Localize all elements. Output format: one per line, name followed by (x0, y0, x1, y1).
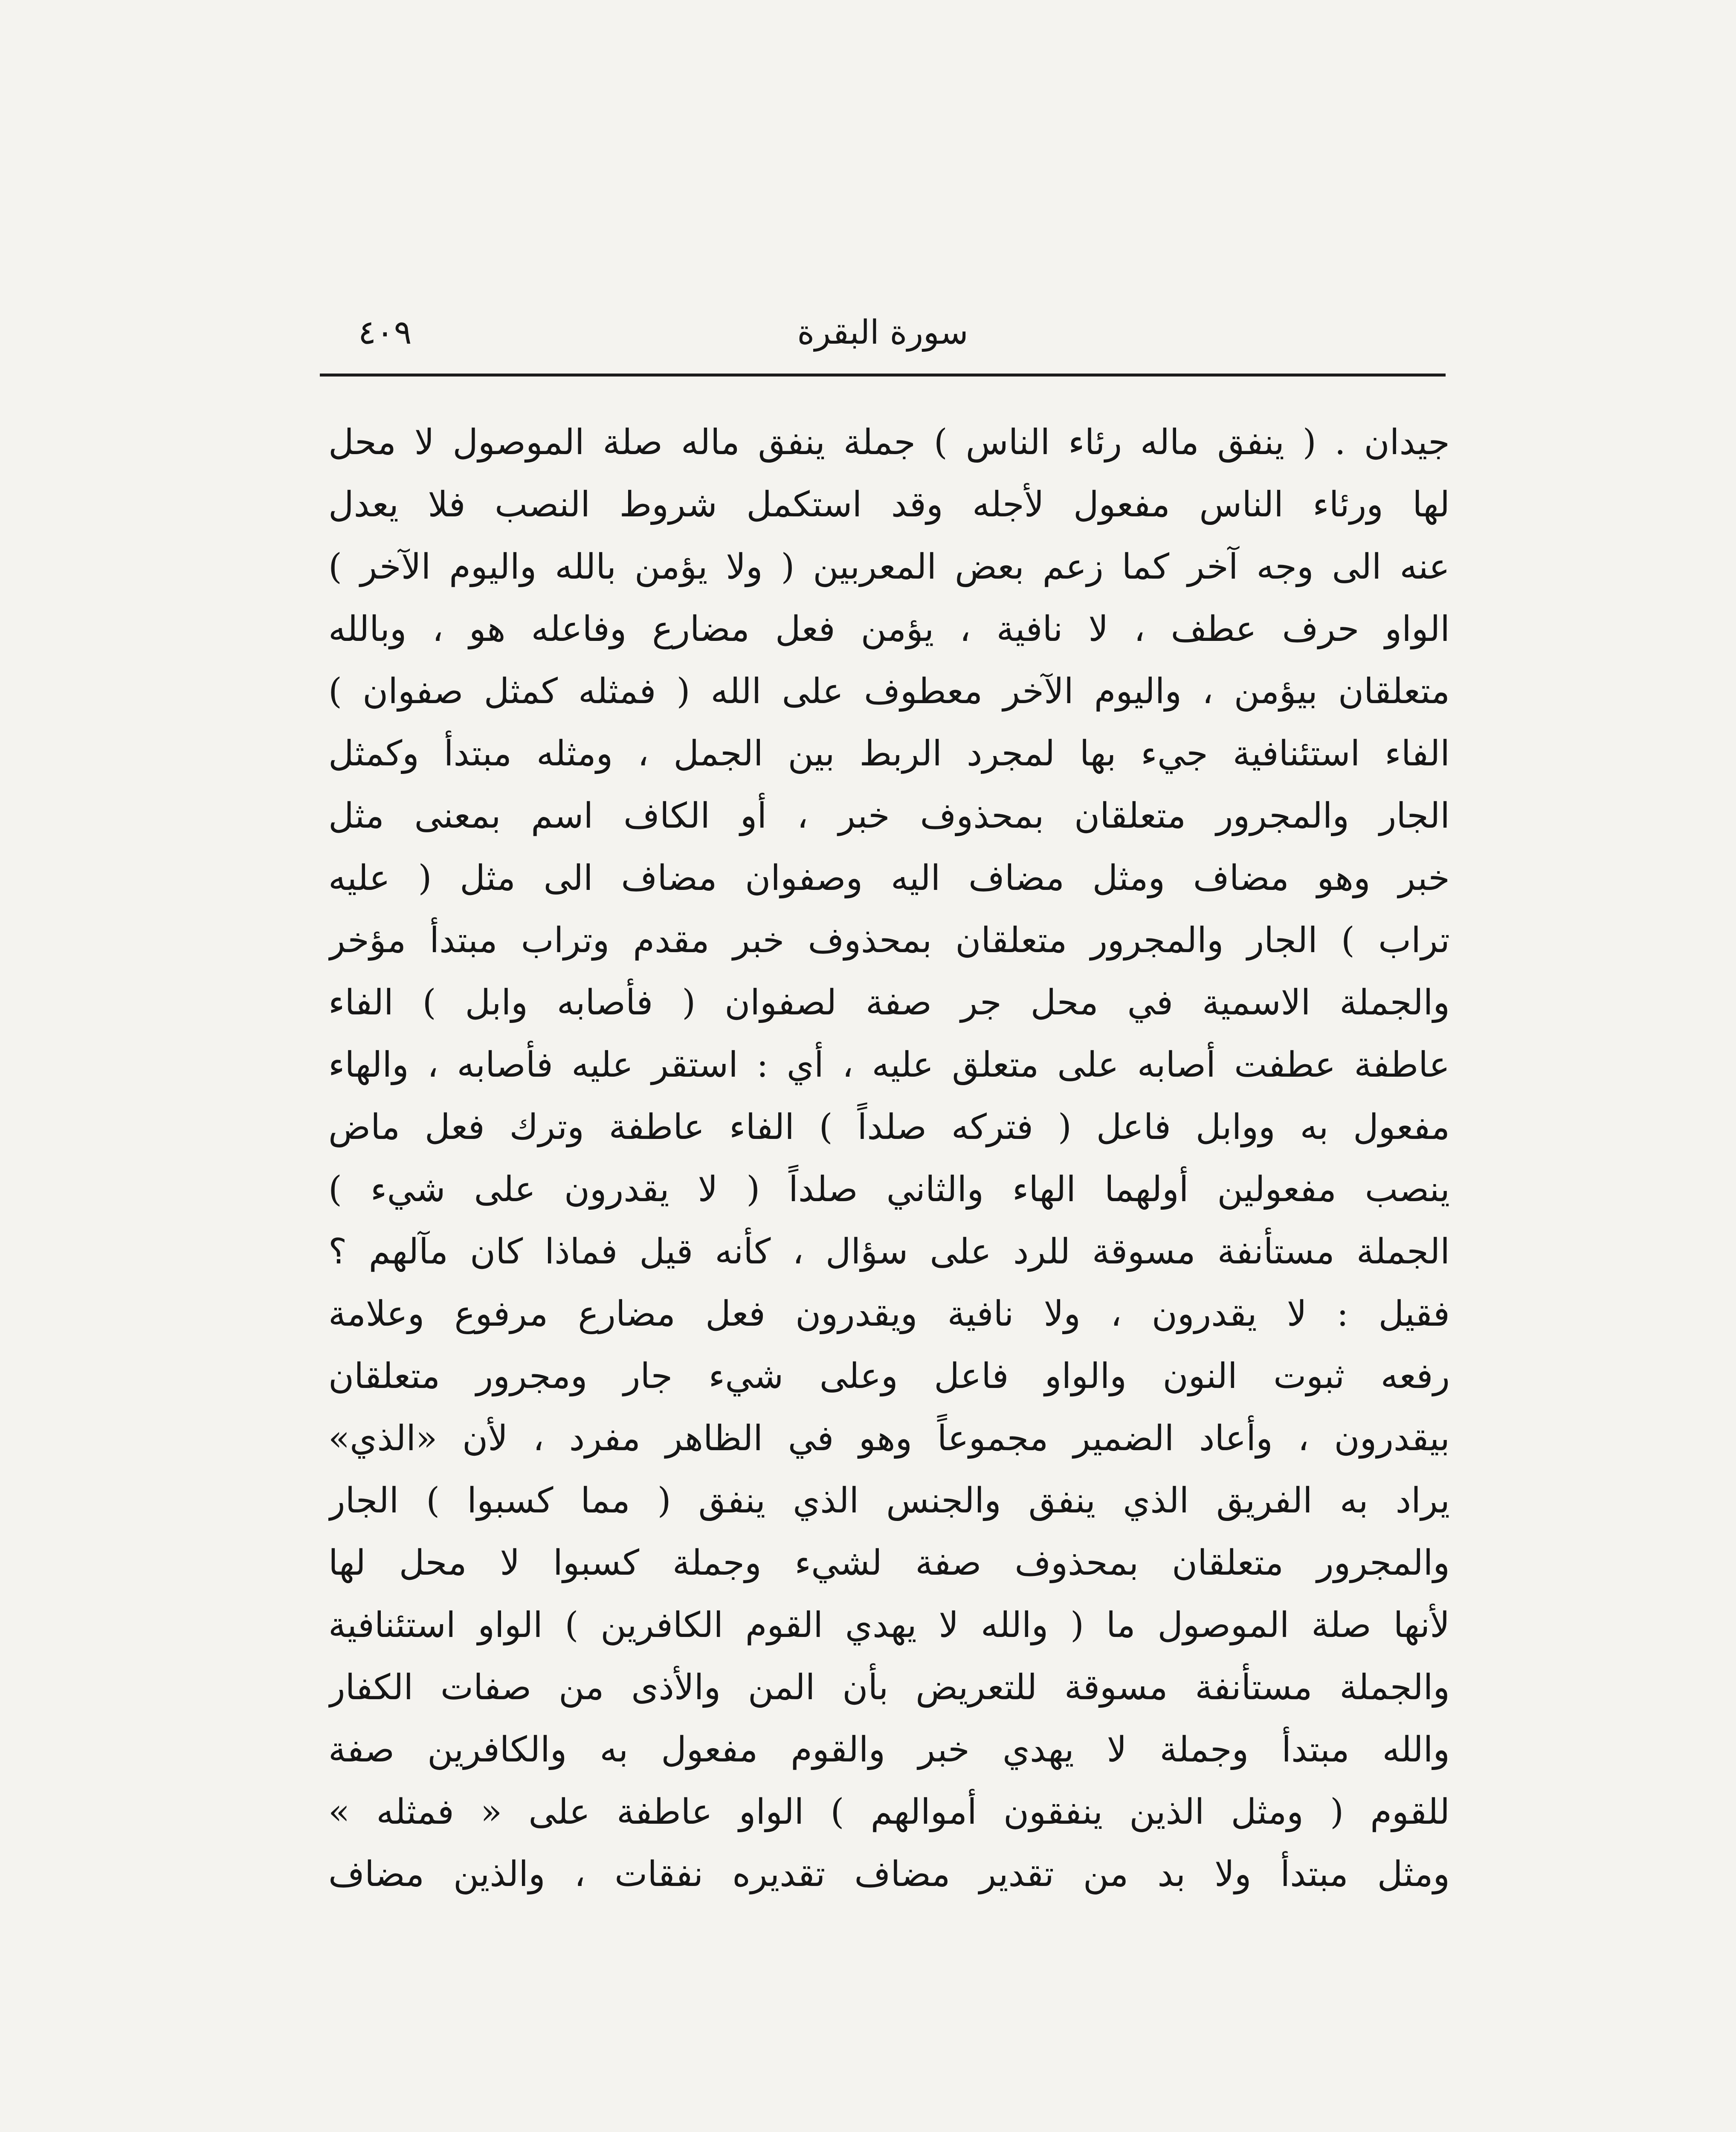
text-line: فقيل : لا يقدرون ، ولا نافية ويقدرون فعل مضارع مرفوع وعلامة (328, 1294, 1450, 1334)
text-line: والمجرور متعلقان بمحذوف صفة لشيء وجملة كسبوا لا محل لها (328, 1543, 1450, 1583)
text-line: والجملة الاسمية في محل جر صفة لصفوان ( فأصابه وابل ) الفاء (328, 982, 1450, 1023)
text-line: الجار والمجرور متعلقان بمحذوف خبر ، أو الكاف اسم بمعنى مثل (328, 796, 1450, 836)
text-line: رفعه ثبوت النون والواو فاعل وعلى شيء جار ومجرور متعلقان (328, 1356, 1450, 1396)
surah-title: سورة البقرة (797, 313, 968, 352)
text-line: لأنها صلة الموصول ما ( والله لا يهدي القوم الكافرين ) الواو استئنافية (328, 1605, 1450, 1645)
text-line: يراد به الفريق الذي ينفق والجنس الذي ينفق ( مما كسبوا ) الجار (328, 1480, 1450, 1521)
text-line: ومثل مبتدأ ولا بد من تقدير مضاف تقديره نفقات ، والذين مضاف (328, 1854, 1450, 1894)
text-line: مفعول به ووابل فاعل ( فتركه صلداً ) الفاء عاطفة وترك فعل ماض (328, 1107, 1450, 1147)
text-line: والجملة مستأنفة مسوقة للتعريض بأن المن والأذى من صفات الكفار (328, 1667, 1450, 1708)
text-line: للقوم ( ومثل الذين ينفقون أموالهم ) الواو عاطفة على « فمثله » (328, 1792, 1450, 1832)
page-header (320, 298, 1446, 375)
body-text (328, 411, 1450, 1906)
text-line: بيقدرون ، وأعاد الضمير مجموعاً وهو في الظاهر مفرد ، لأن «الذي» (328, 1418, 1450, 1459)
text-line: ينصب مفعولين أولهما الهاء والثاني صلداً ( لا يقدرون على شيء ) (328, 1169, 1450, 1210)
text-line: عاطفة عطفت أصابه على متعلق عليه ، أي : استقر عليه فأصابه ، والهاء (328, 1045, 1450, 1085)
text-line: عنه الى وجه آخر كما زعم بعض المعربين ( ولا يؤمن بالله واليوم الآخر ) (328, 547, 1450, 587)
text-line: الفاء استئنافية جيء بها لمجرد الربط بين الجمل ، ومثله مبتدأ وكمثل (328, 733, 1450, 774)
text-line: جيدان . ( ينفق ماله رئاء الناس ) جملة ينفق ماله صلة الموصول لا محل (328, 422, 1450, 463)
text-line: متعلقان بيؤمن ، واليوم الآخر معطوف على الله ( فمثله كمثل صفوان ) (328, 671, 1450, 712)
page-number: ٤٠٩ (358, 313, 412, 352)
text-line: تراب ) الجار والمجرور متعلقان بمحذوف خبر مقدم وتراب مبتدأ مؤخر (328, 920, 1450, 961)
header-divider (320, 374, 1446, 377)
text-line: الجملة مستأنفة مسوقة للرد على سؤال ، كأنه قيل فماذا كان مآلهم ؟ (328, 1231, 1450, 1272)
text-line: والله مبتدأ وجملة لا يهدي خبر والقوم مفعول به والكافرين صفة (328, 1729, 1450, 1770)
text-line: خبر وهو مضاف ومثل مضاف اليه وصفوان مضاف الى مثل ( عليه (328, 858, 1450, 898)
text-line: الواو حرف عطف ، لا نافية ، يؤمن فعل مضارع وفاعله هو ، وبالله (328, 609, 1450, 649)
text-line: لها ورئاء الناس مفعول لأجله وقد استكمل شروط النصب فلا يعدل (328, 484, 1450, 525)
